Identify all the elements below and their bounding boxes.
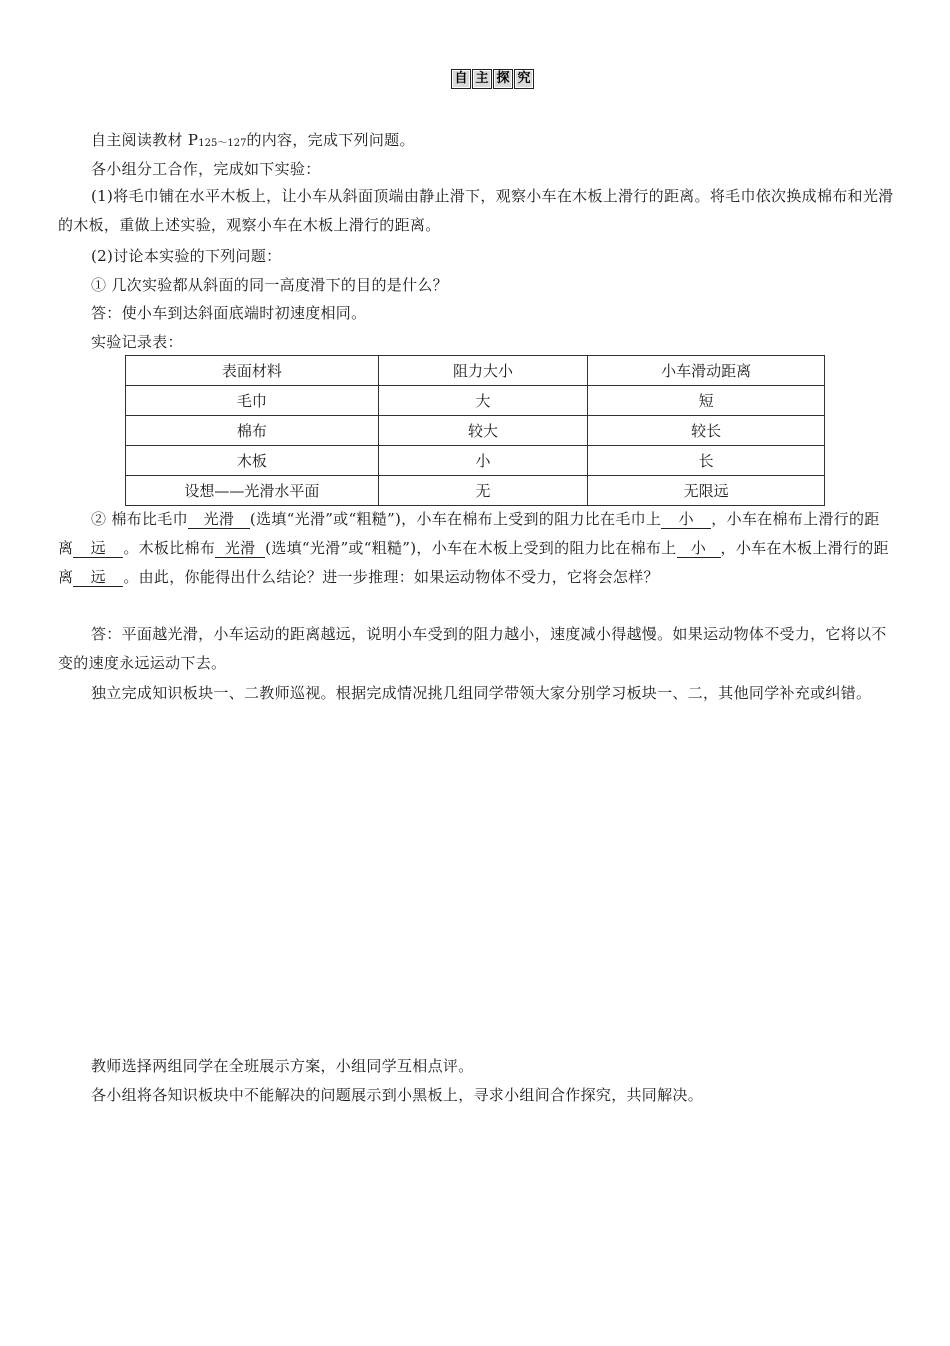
table-row <box>126 476 825 506</box>
section-title-char: 主 <box>472 69 492 89</box>
section-title-char: 探 <box>493 69 513 89</box>
q2-text: (选填“光滑”或“粗糙”)，小车在木板上受到的阻力比在棉布上 <box>265 539 677 557</box>
q2-text: ，小车在棉布上滑行的距离 <box>58 510 880 557</box>
teacher-selection: 教师选择两组同学在全班展示方案，小组同学互相点评。 <box>91 1057 474 1075</box>
fill-blank: 光滑 <box>188 511 250 529</box>
question-1: ① 几次实验都从斜面的同一高度滑下的目的是什么？ <box>91 276 448 294</box>
question-2-paragraph <box>58 505 894 592</box>
fill-blank: 远 <box>73 569 123 587</box>
table-cell: 小 <box>378 446 588 476</box>
reading-instruction <box>91 130 415 154</box>
table-cell: 设想——光滑水平面 <box>126 476 379 506</box>
fill-blank: 小 <box>661 511 711 529</box>
fill-blank: 远 <box>73 540 123 558</box>
table-cell: 长 <box>588 446 825 476</box>
header-resistance: 阻力大小 <box>378 356 588 386</box>
experiment-record-table <box>125 355 825 506</box>
section-title-char: 自 <box>451 69 471 89</box>
section-title-char: 究 <box>514 69 534 89</box>
step-1-paragraph: (1)将毛巾铺在水平木板上，让小车从斜面顶端由静止滑下，观察小车在木板上滑行的距离。将毛巾依次换成棉布和光滑的木板，重做上述实验，观察小车在木板上滑行的距离。 <box>58 187 894 234</box>
reading-prefix: 自主阅读教材 P <box>91 131 199 149</box>
q2-text: (选填“光滑”或“粗糙”)，小车在棉布上受到的阻力比在毛巾上 <box>249 510 662 528</box>
answer-1: 答：使小车到达斜面底端时初速度相同。 <box>91 304 367 322</box>
q2-text: ② 棉布比毛巾 <box>91 510 188 528</box>
group-solve: 各小组将各知识板块中不能解决的问题展示到小黑板上，寻求小组间合作探究，共同解决。 <box>91 1086 704 1104</box>
table-cell: 毛巾 <box>126 386 379 416</box>
table-cell: 木板 <box>126 446 379 476</box>
table-cell: 无 <box>378 476 588 506</box>
table-cell: 棉布 <box>126 416 379 446</box>
reading-pages: 125～127 <box>198 138 247 149</box>
table-cell: 短 <box>588 386 825 416</box>
section-title-badge <box>451 69 534 89</box>
table-cell: 无限远 <box>588 476 825 506</box>
step-2-heading: (2)讨论本实验的下列问题： <box>91 247 282 265</box>
q2-text: 。木板比棉布 <box>123 539 216 557</box>
header-surface-material: 表面材料 <box>126 356 379 386</box>
table-cell: 大 <box>378 386 588 416</box>
table-header-row <box>126 356 825 386</box>
table-caption: 实验记录表： <box>91 333 183 351</box>
q2-text: 。由此，你能得出什么结论？进一步推理：如果运动物体不受力，它将会怎样？ <box>123 568 659 586</box>
table-row <box>126 446 825 476</box>
header-sliding-distance: 小车滑动距离 <box>588 356 825 386</box>
reading-suffix: 的内容，完成下列问题。 <box>246 131 415 149</box>
independent-study-paragraph: 独立完成知识板块一、二教师巡视。根据完成情况挑几组同学带领大家分别学习板块一、二，其他同学补充或纠错。 <box>91 684 872 702</box>
table-row <box>126 386 825 416</box>
table-cell: 较大 <box>378 416 588 446</box>
group-task: 各小组分工合作，完成如下实验： <box>91 160 321 178</box>
fill-blank: 小 <box>677 540 721 558</box>
q2-text: ，小车在木板上滑行的距离 <box>58 539 889 586</box>
table-cell: 较长 <box>588 416 825 446</box>
answer-2-paragraph: 答：平面越光滑，小车运动的距离越远，说明小车受到的阻力越小，速度减小得越慢。如果运动物体不受力，它将以不变的速度永远运动下去。 <box>58 625 887 672</box>
table-row <box>126 416 825 446</box>
fill-blank: 光滑 <box>215 540 265 558</box>
